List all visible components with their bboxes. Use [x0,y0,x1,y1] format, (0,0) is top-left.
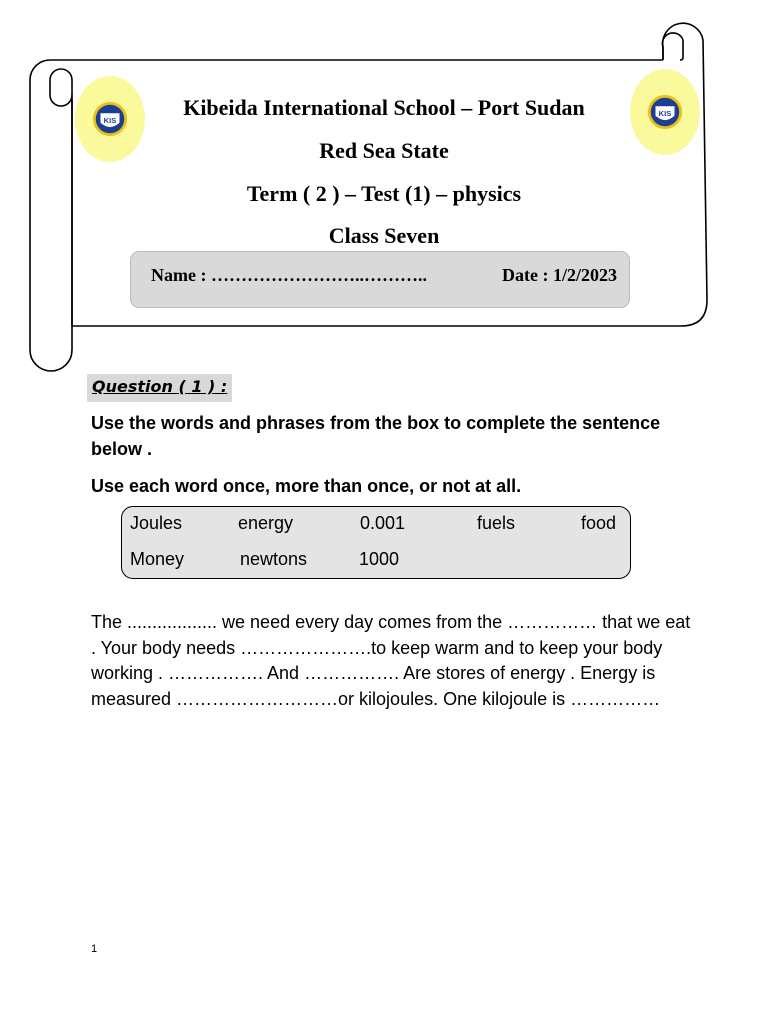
word-option: newtons [240,549,308,569]
logo-text: KIS [658,108,672,118]
fill-in-paragraph: The .................. we need every day comes from the …………… that we eat . Your body needs ………………….to keep warm and to keep your body working . ……………. And ……………. Are stores of energy . Energy is measured ………………………or kilojoules. One kilojoule is …………… [91,612,691,709]
word-option: Joules [130,513,183,533]
state-name: Red Sea State [319,138,449,163]
instruction-complete-sentence: Use the words and phrases from the box to complete the sentence below . [91,413,661,459]
date-label: Date : 1/2/2023 [502,265,617,285]
logo-text: KIS [103,115,117,125]
school-logo-left [75,76,145,162]
instruction-word-usage: Use each word once, more than once, or not at all. [91,476,522,496]
name-field[interactable]: Name : ……………………..……….. [151,265,427,285]
word-option: Money [130,549,185,569]
school-name: Kibeida International School – Port Sudan [183,95,585,120]
school-crest-icon [646,93,684,131]
word-option: food [581,513,617,533]
name-date-bar [130,251,630,308]
class-name: Class Seven [328,223,440,248]
word-box [121,506,631,579]
school-logo-right [630,69,700,155]
term-test-title: Term ( 2 ) – Test (1) – physics [246,181,522,206]
word-option: 0.001 [360,513,406,533]
word-option: energy [238,513,294,533]
question-title: Question ( 1 ) : [87,374,232,402]
word-option: 1000 [359,549,400,569]
word-option: fuels [477,513,516,533]
school-crest-icon [91,100,129,138]
page-number: 1 [91,943,98,955]
